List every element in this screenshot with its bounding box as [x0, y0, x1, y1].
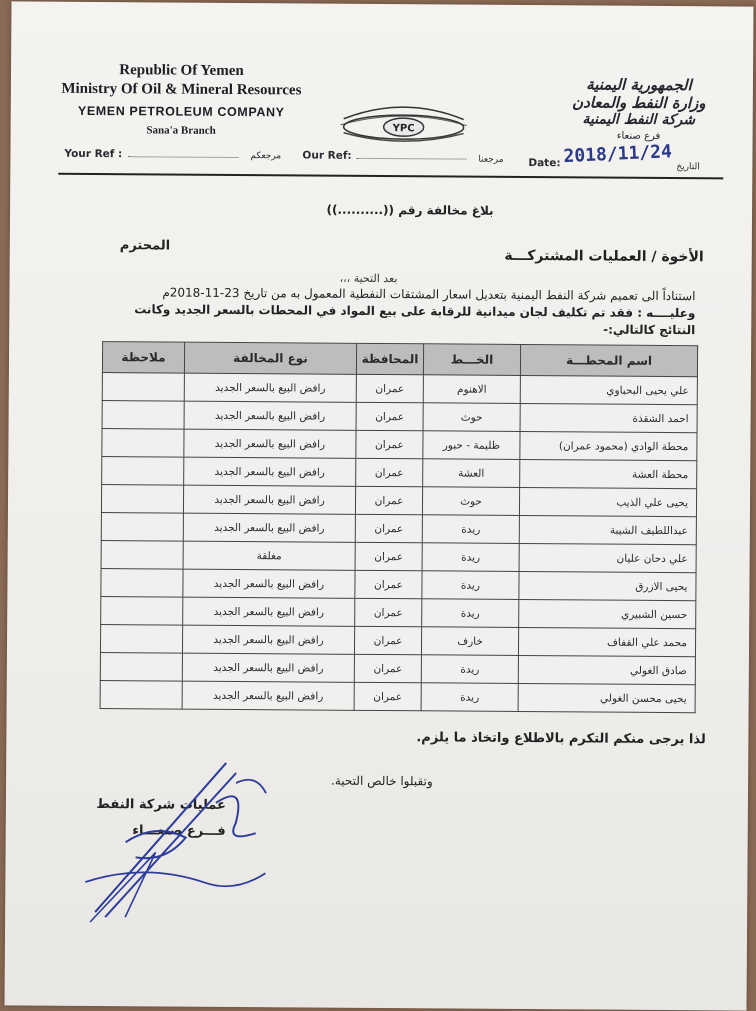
table-row — [101, 513, 696, 545]
document-page — [5, 1, 754, 1010]
reference-line — [58, 141, 718, 177]
note-cell — [101, 485, 183, 514]
your-ref-arabic: مرجعكم — [250, 151, 282, 162]
station-name-cell: علي يحيى البحباوي — [520, 375, 697, 404]
your-ref-field — [128, 144, 238, 158]
governorate-cell: عمران — [356, 458, 423, 486]
governorate-cell: عمران — [355, 514, 422, 542]
line-cell: حوث — [422, 487, 519, 516]
violation-type-cell: رافض البيع بالسعر الجديد — [182, 653, 354, 682]
violation-type-cell: رافض البيع بالسعر الجديد — [184, 457, 356, 486]
station-name-cell: يحيى علي الذيب — [519, 487, 696, 516]
table-row — [101, 541, 696, 573]
body-line-1: استناداً الى تعميم شركة النفط اليمنية بتعديل اسعار المشتقات النفطية المعمول به من تاريخ 23-11-2018م — [162, 285, 696, 304]
logo-text: YPC — [392, 123, 415, 135]
note-cell — [102, 373, 184, 402]
note-cell — [100, 681, 182, 710]
english-letterhead — [59, 62, 305, 138]
notice-title: بلاغ مخالفة رقم ((..........)) — [326, 202, 494, 218]
station-name-cell: محطة العشة — [520, 459, 697, 488]
station-name-cell: محطة الوادي (محمود عمران) — [520, 431, 697, 460]
table-row — [100, 625, 695, 657]
addressee: الأخوة / العمليات المشتركـــة — [504, 247, 704, 266]
note-cell — [100, 625, 182, 654]
our-ref-field — [356, 146, 466, 160]
station-name-cell: يحيى محسن الغولي — [518, 683, 695, 712]
station-name-cell: علي دحان عليان — [519, 543, 696, 572]
table-row — [102, 373, 697, 405]
body-line-2: وعليــــه : فقد تم تكليف لجان ميدانية للرقابة على بيع المواد في المحطات بالسعر الجديد وكانت — [134, 302, 696, 321]
handwritten-signature-icon — [65, 742, 286, 934]
ministry-name: Ministry Of Oil & Mineral Resources — [61, 80, 302, 99]
line-cell: الاهنوم — [423, 375, 520, 404]
honorific: المحترم — [119, 238, 171, 254]
violation-type-cell: رافض البيع بالسعر الجديد — [183, 513, 355, 542]
line-cell: ريدة — [421, 683, 518, 712]
note-cell — [100, 653, 182, 682]
body-line-3: النتائج كالتالي:- — [603, 322, 696, 338]
governorate-cell: عمران — [355, 486, 422, 514]
closing-request: لذا يرجى منكم التكرم بالاطلاع واتخاذ ما يلزم. — [416, 730, 706, 748]
governorate-cell: عمران — [354, 654, 421, 682]
country-name: Republic Of Yemen — [119, 62, 244, 80]
governorate-cell: عمران — [355, 542, 422, 570]
line-cell: ريدة — [422, 571, 519, 600]
table-row — [102, 429, 697, 461]
line-cell: خارف — [421, 627, 518, 656]
our-ref-arabic: مرجعنا — [478, 154, 504, 165]
note-cell — [102, 401, 184, 430]
table-row — [101, 569, 696, 601]
arabic-ministry-name: وزارة النفط والمعادن — [572, 93, 706, 113]
closing-regards: وتقبلوا خالص التحية. — [331, 773, 433, 789]
governorate-cell: عمران — [354, 682, 421, 710]
violation-type-cell: رافض البيع بالسعر الجديد — [184, 373, 356, 402]
line-cell: ريدة — [422, 515, 519, 544]
line-cell: ريدة — [422, 599, 519, 628]
note-cell — [101, 569, 183, 598]
station-name-cell: احمد الشقذة — [520, 403, 697, 432]
header-violation-type: نوع المخالفة — [184, 342, 356, 374]
violation-type-cell: رافض البيع بالسعر الجديد — [182, 681, 354, 710]
table-header-row — [102, 342, 697, 377]
table-row — [101, 597, 696, 629]
signature-dept: عمليات شركة النفط — [96, 797, 226, 813]
header-governorate: المحافظة — [356, 343, 423, 374]
header-note: ملاحظة — [102, 342, 184, 374]
line-cell: ظليمة - حبور — [423, 431, 520, 460]
ypc-logo-icon — [339, 99, 469, 148]
governorate-cell: عمران — [356, 374, 423, 402]
company-name: YEMEN PETROLEUM COMPANY — [77, 103, 285, 120]
table-row — [100, 653, 695, 685]
violation-type-cell: رافض البيع بالسعر الجديد — [184, 401, 356, 430]
header-line: الخـــط — [423, 344, 520, 376]
our-ref-label: Our Ref: — [302, 149, 352, 162]
violation-type-cell: رافض البيع بالسعر الجديد — [183, 485, 355, 514]
header-station-name: اسم المحطـــة — [520, 344, 697, 376]
governorate-cell: عمران — [356, 430, 423, 458]
violation-type-cell: مغلقة — [183, 541, 355, 570]
arabic-branch-name: فرع صنعاء — [616, 130, 661, 142]
governorate-cell: عمران — [355, 598, 422, 626]
note-cell — [101, 513, 183, 542]
table-row — [102, 457, 697, 489]
note-cell — [101, 541, 183, 570]
violation-type-cell: رافض البيع بالسعر الجديد — [183, 569, 355, 598]
table-row — [101, 485, 696, 517]
governorate-cell: عمران — [355, 570, 422, 598]
violation-type-cell: رافض البيع بالسعر الجديد — [182, 625, 354, 654]
greeting: بعد التحية ،،، — [339, 271, 398, 286]
signature-branch: فـــرع صنعـــاء — [132, 823, 226, 839]
arabic-company-name: شركة النفط اليمنية — [582, 111, 696, 129]
date-label: Date: — [528, 157, 561, 170]
violation-type-cell: رافض البيع بالسعر الجديد — [184, 429, 356, 458]
table-row — [102, 401, 697, 433]
line-cell: العشة — [423, 459, 520, 488]
violations-table — [100, 341, 699, 713]
station-name-cell: حسين الشبيري — [519, 599, 696, 628]
your-ref-label: Your Ref : — [64, 147, 123, 161]
date-arabic: التاريخ — [676, 162, 700, 173]
note-cell — [101, 597, 183, 626]
arabic-letterhead — [559, 75, 719, 142]
violation-type-cell: رافض البيع بالسعر الجديد — [183, 597, 355, 626]
table-row — [100, 681, 695, 713]
note-cell — [102, 429, 184, 458]
station-name-cell: محمد علي القفاف — [518, 627, 695, 656]
station-name-cell: صادق الغولي — [518, 655, 695, 684]
governorate-cell: عمران — [354, 626, 421, 654]
letter-body — [97, 284, 695, 339]
line-cell: ريدة — [421, 655, 518, 684]
station-name-cell: عبداللطيف الشيبة — [519, 515, 696, 544]
arabic-country-name: الجمهورية اليمنية — [586, 75, 692, 95]
line-cell: ريدة — [422, 543, 519, 572]
branch-name: Sana'a Branch — [146, 124, 216, 137]
governorate-cell: عمران — [356, 402, 423, 430]
station-name-cell: يحيى الازرق — [519, 571, 696, 600]
note-cell — [102, 457, 184, 486]
handwritten-date: 2018/11/24 — [563, 141, 673, 168]
line-cell: حوث — [423, 403, 520, 432]
